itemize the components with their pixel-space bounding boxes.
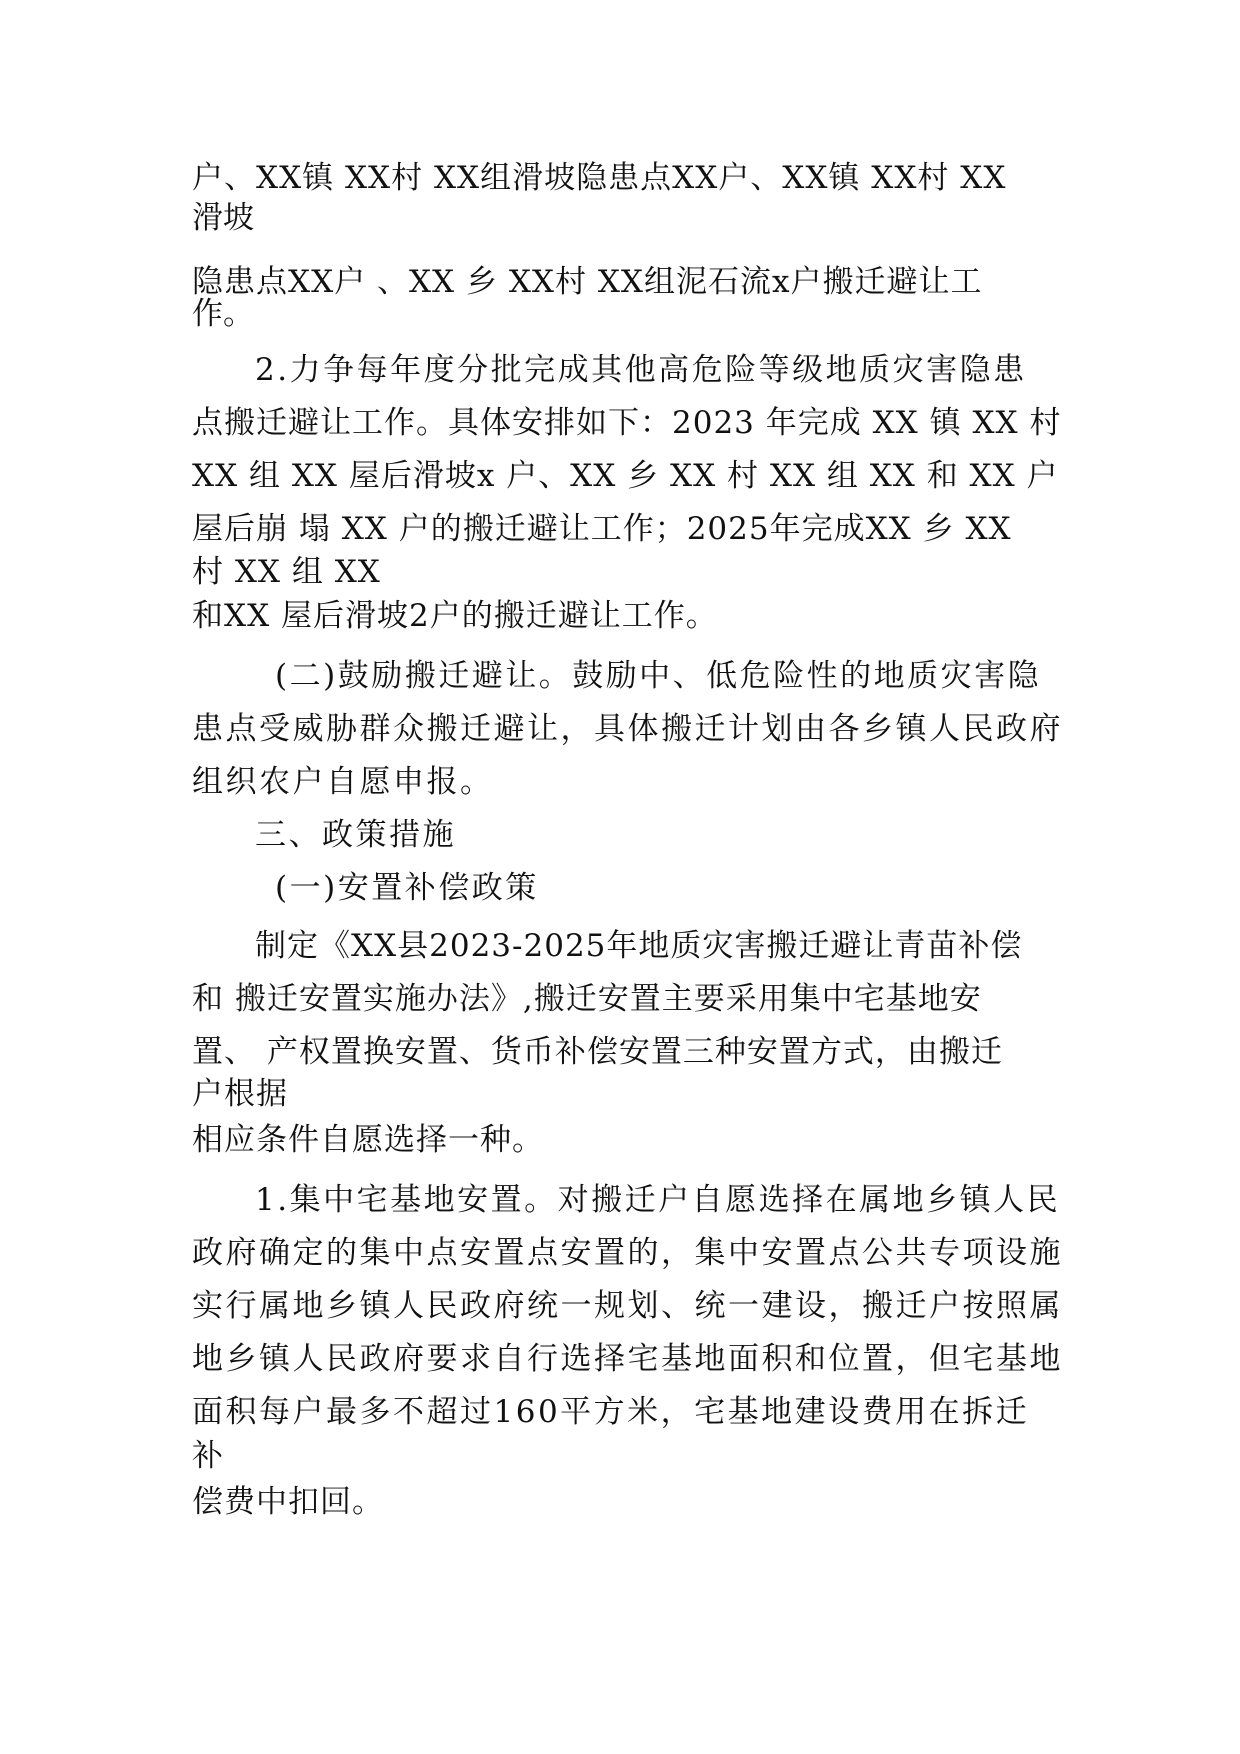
text-line: 组织农户自愿申报。 [192, 764, 494, 800]
section-heading: 三、政策措施 [255, 817, 456, 853]
text-line: 户根据 [192, 1076, 288, 1112]
text-line: 实行属地乡镇人民政府统一规划、统一建设，搬迁户按照属 [192, 1288, 1063, 1324]
text-line: 2.力争每年度分批完成其他高危险等级地质灾害隐患 [255, 352, 1027, 388]
text-line: 点搬迁避让工作。具体安排如下：2023 年完成 XX 镇 XX 村 [192, 405, 1062, 441]
text-line: XX 组 XX 屋后滑坡x 户、XX 乡 XX 村 XX 组 XX 和 XX 户 [192, 458, 1059, 494]
subsection-heading: (一)安置补偿政策 [275, 870, 539, 906]
text-line: 作。 [192, 296, 254, 332]
text-line: 屋后崩 塌 XX 户的搬迁避让工作；2025年完成XX 乡 XX [192, 511, 1012, 547]
text-line: 相应条件自愿选择一种。 [192, 1122, 544, 1158]
text-line: 村 XX 组 XX [192, 554, 381, 590]
text-line: (二)鼓励搬迁避让。鼓励中、低危险性的地质灾害隐 [275, 658, 1042, 694]
text-line: 和XX 屋后滑坡2户的搬迁避让工作。 [192, 598, 718, 634]
text-line: 制定《XX县2023-2025年地质灾害搬迁避让青苗补偿 [255, 928, 1023, 964]
text-line: 患点受威胁群众搬迁避让，具体搬迁计划由各乡镇人民政府 [192, 711, 1063, 747]
text-line: 1.集中宅基地安置。对搬迁户自愿选择在属地乡镇人民 [255, 1182, 1061, 1218]
text-line: 和 搬迁安置实施办法》,搬迁安置主要采用集中宅基地安 [192, 981, 982, 1017]
text-line: 地乡镇人民政府要求自行选择宅基地面积和位置，但宅基地 [192, 1341, 1063, 1377]
text-line: 户、XX镇 XX村 XX组滑坡隐患点XX户、XX镇 XX村 XX [192, 160, 1007, 196]
text-line: 隐患点XX户 、XX 乡 XX村 XX组泥石流x户搬迁避让工 [192, 264, 983, 300]
text-line: 置、 产权置换安置、货币补偿安置三种安置方式，由搬迁 [192, 1034, 1003, 1070]
text-line: 滑坡 [192, 200, 254, 236]
text-line: 偿费中扣回。 [192, 1484, 384, 1520]
text-line: 补 [192, 1438, 223, 1474]
text-line: 面积每户最多不超过160平方米，宅基地建设费用在拆迁 [192, 1394, 1030, 1430]
text-line: 政府确定的集中点安置点安置的，集中安置点公共专项设施 [192, 1235, 1063, 1271]
